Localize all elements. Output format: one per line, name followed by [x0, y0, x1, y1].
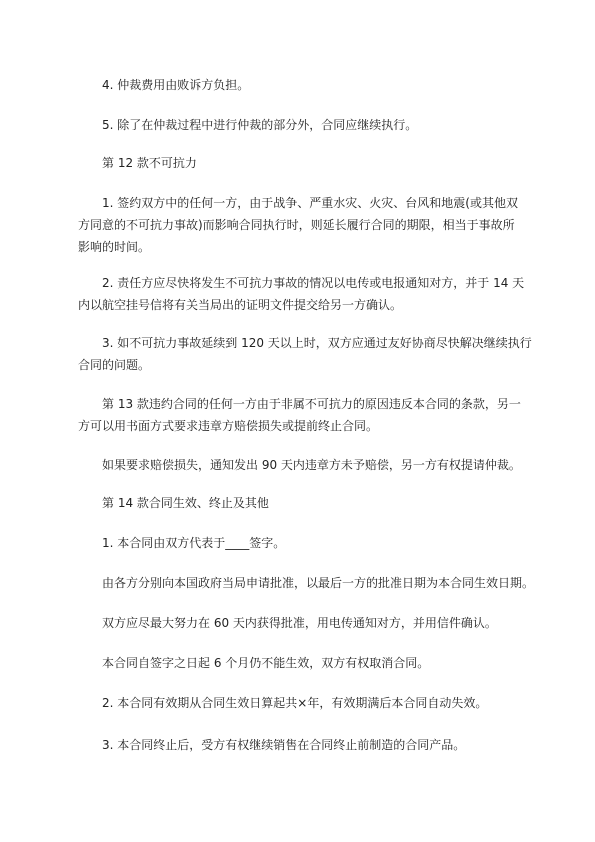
clause-signing — [102, 532, 522, 554]
text-line: 2. 责任方应尽快将发生不可抗力事故的情况以电传或电报通知对方，并于 14 天 — [102, 276, 525, 290]
text-line: 本合同自签字之日起 6 个月仍不能生效，双方有权取消合同。 — [102, 656, 430, 670]
text-line: 4. 仲裁费用由败诉方负担。 — [102, 78, 250, 92]
section-13-breach — [78, 393, 522, 437]
text-line: 影响的时间。 — [78, 240, 151, 254]
clause-force-majeure-3 — [78, 332, 532, 376]
section-heading-14 — [102, 492, 522, 514]
clause-validity — [102, 692, 522, 714]
text-line: 内以航空挂号信将有关当局出的证明文件提交给另一方确认。 — [78, 298, 403, 312]
clause-approval — [102, 572, 535, 594]
text-line: 如果要求赔偿损失，通知发出 90 天内违章方未予赔偿，另一方有权提请仲裁。 — [102, 458, 521, 472]
clause-cancel-right — [102, 652, 522, 674]
clause-force-majeure-1 — [78, 192, 522, 258]
text-line: 3. 本合同终止后，受方有权继续销售在合同终止前制造的合同产品。 — [102, 738, 466, 752]
text-line: 3. 如不可抗力事故延续到 120 天以上时，双方应通过友好协商尽快解决继续执行 — [102, 336, 532, 350]
text-line: 1. 本合同由双方代表于____签字。 — [102, 536, 286, 550]
text-line: 由各方分别向本国政府当局申请批准，以最后一方的批准日期为本合同生效日期。 — [102, 576, 535, 590]
text-line: 合同的问题。 — [78, 358, 151, 372]
text-line: 第 12 款不可抗力 — [102, 156, 197, 170]
clause-approval-period — [102, 612, 522, 634]
clause-compensation — [102, 454, 522, 476]
text-line: 双方应尽最大努力在 60 天内获得批准，用电传通知对方，并用信件确认。 — [102, 616, 497, 630]
section-heading-12 — [102, 152, 522, 174]
text-line: 方同意的不可抗力事故)而影响合同执行时，则延长履行合同的期限，相当于事故所 — [78, 218, 515, 232]
clause-post-termination — [102, 734, 522, 756]
clause-continue-execution — [102, 114, 522, 136]
text-line: 第 13 款违约合同的任何一方由于非属不可抗力的原因违反本合同的条款，另一 — [102, 397, 521, 411]
clause-arbitration-fee — [102, 74, 522, 96]
text-line: 1. 签约双方中的任何一方，由于战争、严重水灾、火灾、台风和地震(或其他双 — [102, 196, 518, 210]
text-line: 5. 除了在仲裁过程中进行仲裁的部分外，合同应继续执行。 — [102, 118, 418, 132]
clause-force-majeure-2 — [78, 272, 525, 316]
text-line: 第 14 款合同生效、终止及其他 — [102, 496, 269, 510]
text-line: 2. 本合同有效期从合同生效日算起共×年，有效期满后本合同自动失效。 — [102, 696, 488, 710]
text-line: 方可以用书面方式要求违章方赔偿损失或提前终止合同。 — [78, 419, 379, 433]
